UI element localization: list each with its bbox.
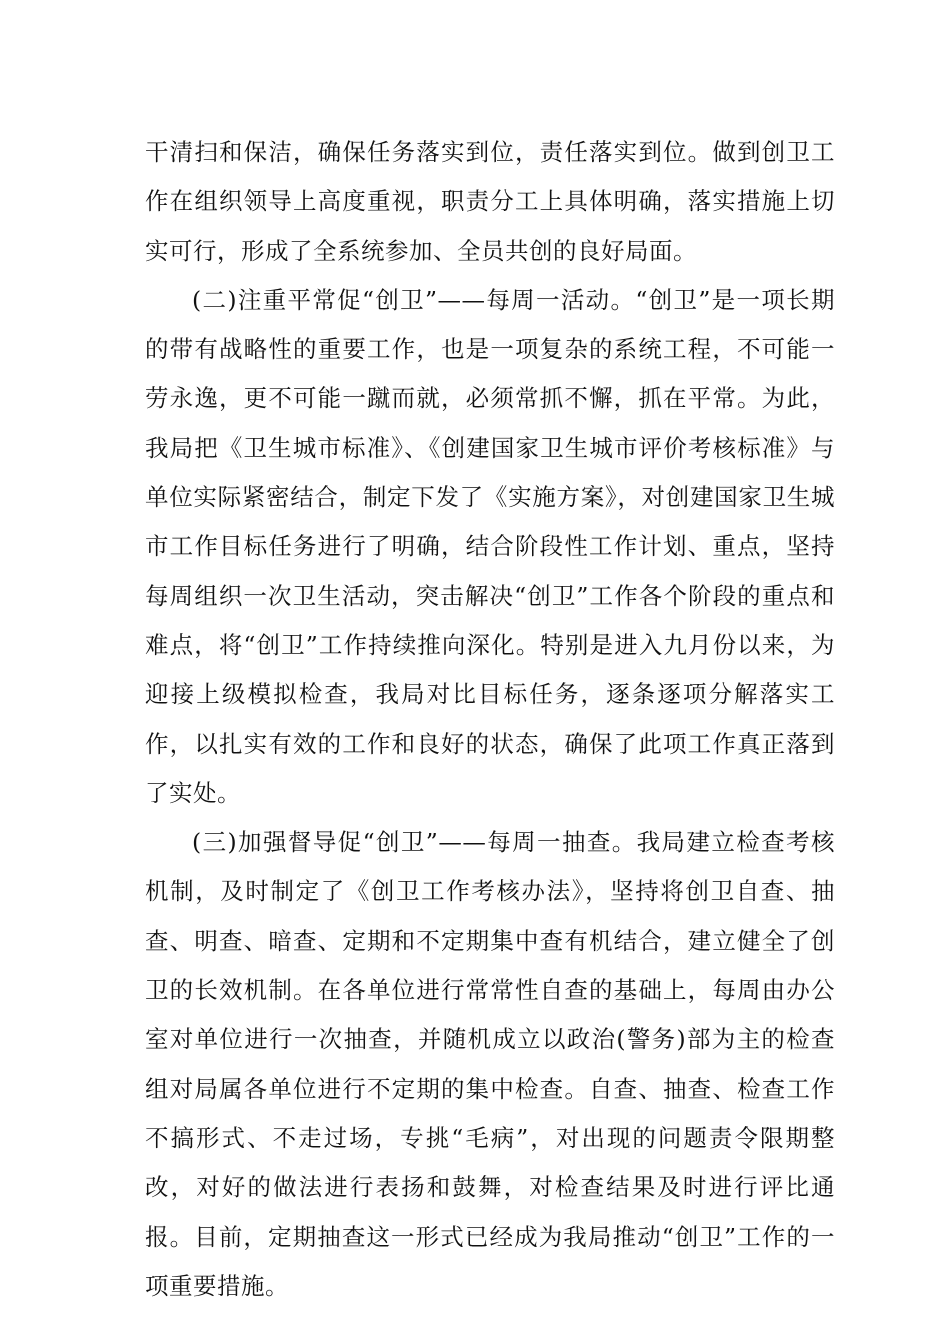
- paragraph-1: 干清扫和保洁，确保任务落实到位，责任落实到位。做到创卫工作在组织领导上高度重视，职责分工上具体明确，落实措施上切实可行，形成了全系统参加、全员共创的良好局面。: [145, 138, 835, 265]
- paragraph-3: (三)加强督导促“创卫”——每周一抽查。我局建立检查考核机制，及时制定了《创卫工作考核办法》，坚持将创卫自查、抽查、明查、暗查、定期和不定期集中查有机结合，建立健全了创卫的长效机制。在各单位进行常常性自查的基础上，每周由办公室对单位进行一次抽查，并随机成立以政治(警务)部为主的检查组对局属各单位进行不定期的集中检查。自查、抽查、检查工作不搞形式、不走过场，专挑“毛病”，对出现的问题责令限期整改，对好的做法进行表扬和鼓舞，对检查结果及时进行评比通报。目前，定期抽查这一形式已经成为我局推动“创卫”工作的一项重要措施。: [145, 828, 835, 1300]
- paragraph-2: (二)注重平常促“创卫”——每周一活动。“创卫”是一项长期的带有战略性的重要工作，也是一项复杂的系统工程，不可能一劳永逸，更不可能一蹴而就，必须常抓不懈，抓在平常。为此，我局把《卫生城市标准》、《创建国家卫生城市评价考核标准》与单位实际紧密结合，制定下发了《实施方案》，对创建国家卫生城市工作目标任务进行了明确，结合阶段性工作计划、重点，坚持每周组织一次卫生活动，突击解决“创卫”工作各个阶段的重点和难点，将“创卫”工作持续推向深化。特别是进入九月份以来，为迎接上级模拟检查，我局对比目标任务，逐条逐项分解落实工作，以扎实有效的工作和良好的状态，确保了此项工作真正落到了实处。: [145, 285, 835, 807]
- document-body: [145, 128, 835, 1311]
